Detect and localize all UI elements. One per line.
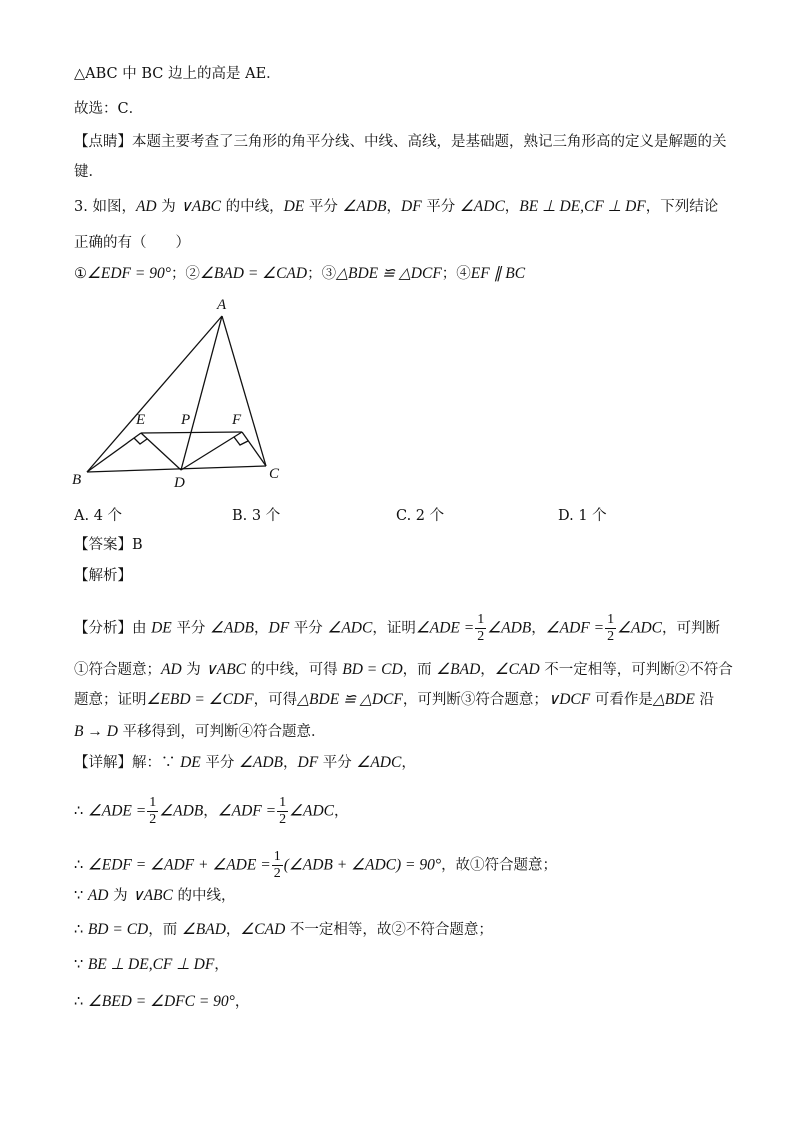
answer-value: B (132, 537, 143, 553)
analysis-line-2: ①符合题意；AD 为 ∨ABC 的中线，可得 BD = CD，而 ∠BAD，∠CAD 不一定相等，可判断②不符合 (74, 661, 733, 678)
fraction-half: $\frac{1}{2}$ (149, 795, 157, 827)
label-p: P (181, 412, 191, 428)
segment-bc (87, 466, 266, 472)
label-e: E (136, 412, 146, 428)
comment-line: 键． (74, 164, 103, 180)
label-f: F (232, 412, 242, 428)
detail-line-5: ∴ BD = CD，而 ∠BAD，∠CAD 不一定相等，故②不符合题意； (74, 921, 493, 938)
fraction-half: $\frac{1}{2}$ (477, 612, 485, 644)
detail-line-3: ∴ ∠EDF = ∠ADF + ∠ADE = $\frac{1}{2}$ (∠ADB + ∠ADC) = 90°，故①符合题意； (74, 849, 558, 881)
segment-ac (222, 316, 266, 466)
segment-ad (181, 316, 222, 470)
segment-ab (87, 316, 222, 472)
answer-tag: 【答案】 (74, 537, 132, 553)
segment-fc (242, 432, 266, 466)
text-line: △ABC 中 BC 边上的高是 AE． (74, 66, 281, 82)
comment-line: 【点睛】本题主要考查了三角形的角平分线、中线、高线，是基础题，熟记三角形高的定义是解题的关 (74, 134, 727, 150)
option-c[interactable]: C. 2 个 (396, 508, 445, 524)
label-a: A (217, 297, 227, 313)
label-b: B (72, 472, 82, 488)
detail-line-2: ∴ ∠ADE = $\frac{1}{2}$ ∠ADB，∠ADF = $\frac{1}{2}$ ∠ADC， (74, 795, 349, 827)
segment-ef (141, 432, 242, 433)
analysis-line-4: B → D 平移得到，可判断④符合题意． (74, 723, 326, 740)
detail-line-7: ∴ ∠BED = ∠DFC = 90°， (74, 993, 250, 1010)
detail-line-4: ∵ AD 为 ∨ABC 的中线， (74, 887, 236, 904)
option-d[interactable]: D. 1 个 (558, 508, 607, 524)
text-line: 故选：C． (74, 101, 144, 117)
statements: ①∠EDF = 90°；②∠BAD = ∠CAD；③△BDE ≌ △DCF；④EF ∥ BC (74, 265, 526, 282)
right-angle-mark-f (234, 437, 248, 445)
fraction-half: $\frac{1}{2}$ (273, 849, 281, 881)
option-a[interactable]: A. 4 个 (74, 508, 123, 524)
fraction-half: $\frac{1}{2}$ (279, 795, 287, 827)
option-b[interactable]: B. 3 个 (232, 508, 281, 524)
question-stem: 3. 如图，AD 为 ∨ABC 的中线，DE 平分 ∠ADB，DF 平分 ∠ADC，BE ⊥ DE,CF ⊥ DF，下列结论 (74, 198, 719, 215)
segment-ed (141, 433, 181, 470)
segment-be (87, 433, 141, 472)
analysis-tag: 【解析】 (74, 568, 132, 584)
question-stem-2: 正确的有（ ） (74, 235, 190, 251)
detail-line-6: ∵ BE ⊥ DE,CF ⊥ DF， (74, 956, 229, 973)
label-c: C (269, 466, 280, 482)
answer-line (74, 535, 143, 555)
right-angle-mark-e (134, 438, 147, 444)
analysis-line-3: 题意；证明∠EBD = ∠CDF，可得△BDE ≌ △DCF，可判断③符合题意；∨DCF 可看作是△BDE 沿 (74, 691, 714, 708)
segment-df (181, 432, 242, 470)
detail-line-1: 【详解】解：∵ DE 平分 ∠ADB，DF 平分 ∠ADC， (74, 754, 416, 771)
fraction-half: $\frac{1}{2}$ (607, 612, 615, 644)
analysis-line-1: 【分析】由 DE 平分 ∠ADB，DF 平分 ∠ADC，证明∠ADE = $\frac{1}{2}$ ∠ADB，∠ADF = $\frac{1}{2}$ ∠ADC，可判断 (74, 612, 721, 644)
label-d: D (174, 475, 185, 491)
